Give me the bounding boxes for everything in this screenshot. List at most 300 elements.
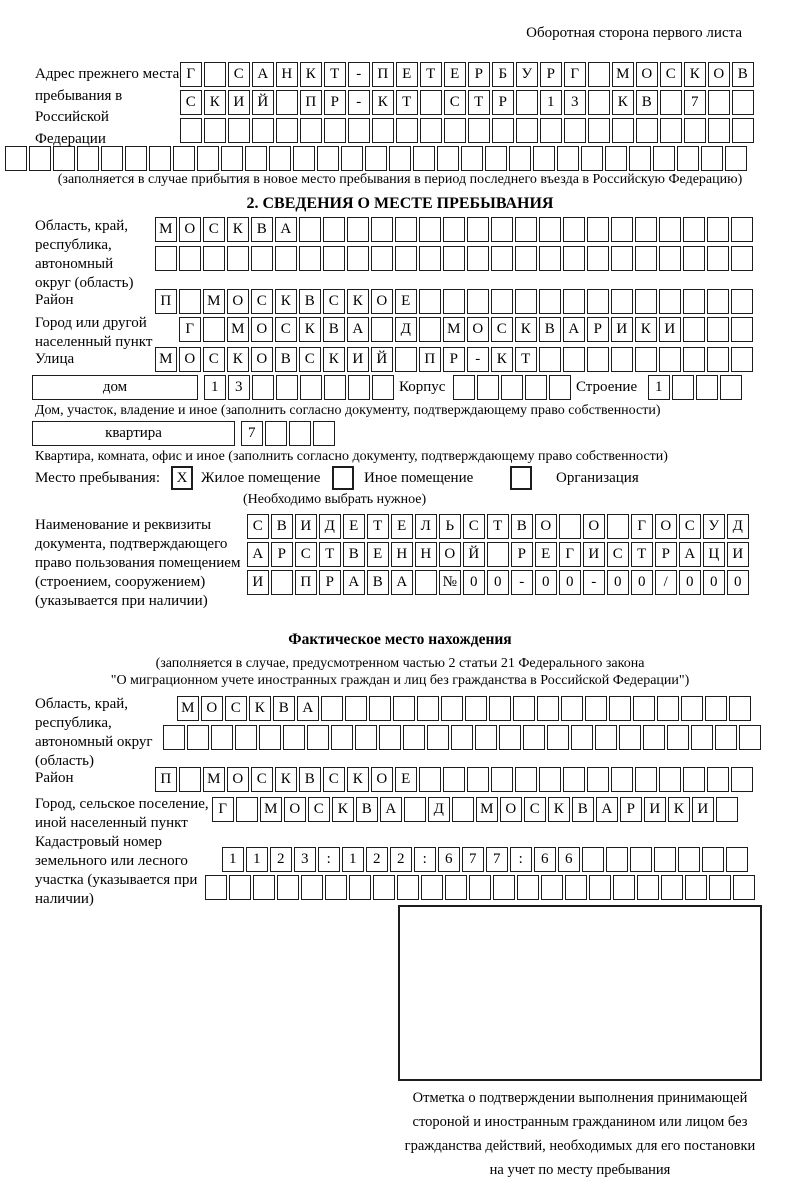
char-cell[interactable]: В: [636, 90, 658, 115]
char-cell[interactable]: Г: [179, 317, 201, 342]
char-cell[interactable]: [253, 875, 275, 900]
char-cell[interactable]: Р: [655, 542, 677, 567]
char-cell[interactable]: [276, 375, 298, 400]
char-cell[interactable]: [299, 246, 321, 271]
char-cell[interactable]: С: [444, 90, 466, 115]
char-cell[interactable]: [635, 289, 657, 314]
char-cell[interactable]: [371, 217, 393, 242]
char-cell[interactable]: П: [295, 570, 317, 595]
char-cell[interactable]: О: [636, 62, 658, 87]
char-cell[interactable]: [565, 875, 587, 900]
char-cell[interactable]: [179, 767, 201, 792]
char-cell[interactable]: [588, 118, 610, 143]
char-cell[interactable]: [437, 146, 459, 171]
char-cell[interactable]: [275, 246, 297, 271]
char-cell[interactable]: [227, 246, 249, 271]
char-cell[interactable]: К: [323, 347, 345, 372]
char-cell[interactable]: [587, 246, 609, 271]
char-cell[interactable]: И: [228, 90, 250, 115]
char-cell[interactable]: [404, 797, 426, 822]
char-cell[interactable]: [204, 62, 226, 87]
char-cell[interactable]: [467, 289, 489, 314]
char-cell[interactable]: Г: [559, 542, 581, 567]
char-cell[interactable]: А: [252, 62, 274, 87]
char-cell[interactable]: [29, 146, 51, 171]
char-cell[interactable]: В: [299, 767, 321, 792]
char-cell[interactable]: Р: [492, 90, 514, 115]
char-cell[interactable]: [271, 570, 293, 595]
char-cell[interactable]: [443, 289, 465, 314]
char-cell[interactable]: [636, 118, 658, 143]
char-cell[interactable]: [701, 146, 723, 171]
char-cell[interactable]: [371, 246, 393, 271]
char-cell[interactable]: [725, 146, 747, 171]
char-cell[interactable]: [419, 217, 441, 242]
char-cell[interactable]: [571, 725, 593, 750]
char-cell[interactable]: 2: [366, 847, 388, 872]
char-cell[interactable]: [559, 514, 581, 539]
char-cell[interactable]: [395, 217, 417, 242]
char-cell[interactable]: :: [414, 847, 436, 872]
char-cell[interactable]: [445, 875, 467, 900]
char-cell[interactable]: [221, 146, 243, 171]
char-cell[interactable]: Т: [515, 347, 537, 372]
char-cell[interactable]: Н: [391, 542, 413, 567]
char-cell[interactable]: [683, 317, 705, 342]
char-cell[interactable]: [277, 875, 299, 900]
char-cell[interactable]: [420, 90, 442, 115]
char-cell[interactable]: В: [356, 797, 378, 822]
char-cell[interactable]: В: [367, 570, 389, 595]
char-cell[interactable]: О: [467, 317, 489, 342]
char-cell[interactable]: [317, 146, 339, 171]
char-cell[interactable]: [726, 847, 748, 872]
char-cell[interactable]: [415, 570, 437, 595]
char-cell[interactable]: [731, 347, 753, 372]
char-cell[interactable]: [491, 289, 513, 314]
char-cell[interactable]: [731, 767, 753, 792]
char-cell[interactable]: Т: [420, 62, 442, 87]
char-cell[interactable]: Й: [463, 542, 485, 567]
char-cell[interactable]: [707, 767, 729, 792]
char-cell[interactable]: [587, 217, 609, 242]
char-cell[interactable]: В: [251, 217, 273, 242]
char-cell[interactable]: [716, 797, 738, 822]
char-cell[interactable]: И: [583, 542, 605, 567]
char-cell[interactable]: К: [347, 767, 369, 792]
char-cell[interactable]: [715, 725, 737, 750]
char-cell[interactable]: Е: [391, 514, 413, 539]
char-cell[interactable]: [720, 375, 742, 400]
char-cell[interactable]: [300, 375, 322, 400]
char-cell[interactable]: [421, 875, 443, 900]
char-cell[interactable]: [101, 146, 123, 171]
char-cell[interactable]: [77, 146, 99, 171]
char-cell[interactable]: [731, 317, 753, 342]
char-cell[interactable]: Р: [324, 90, 346, 115]
char-cell[interactable]: В: [273, 696, 295, 721]
char-cell[interactable]: [347, 246, 369, 271]
char-cell[interactable]: [53, 146, 75, 171]
char-cell[interactable]: С: [225, 696, 247, 721]
char-cell[interactable]: [444, 118, 466, 143]
char-cell[interactable]: [659, 246, 681, 271]
char-cell[interactable]: Д: [395, 317, 417, 342]
char-cell[interactable]: К: [249, 696, 271, 721]
char-cell[interactable]: [443, 767, 465, 792]
char-cell[interactable]: [683, 289, 705, 314]
char-cell[interactable]: [467, 217, 489, 242]
char-cell[interactable]: М: [203, 289, 225, 314]
char-cell[interactable]: Е: [367, 542, 389, 567]
char-cell[interactable]: 6: [534, 847, 556, 872]
char-cell[interactable]: [419, 767, 441, 792]
char-cell[interactable]: [707, 317, 729, 342]
char-cell[interactable]: [523, 725, 545, 750]
char-cell[interactable]: [187, 725, 209, 750]
char-cell[interactable]: [465, 696, 487, 721]
char-cell[interactable]: Е: [535, 542, 557, 567]
char-cell[interactable]: [393, 696, 415, 721]
char-cell[interactable]: [731, 246, 753, 271]
char-cell[interactable]: К: [372, 90, 394, 115]
char-cell[interactable]: [427, 725, 449, 750]
char-cell[interactable]: О: [708, 62, 730, 87]
char-cell[interactable]: С: [228, 62, 250, 87]
char-cell[interactable]: [228, 118, 250, 143]
char-cell[interactable]: Т: [324, 62, 346, 87]
char-cell[interactable]: В: [732, 62, 754, 87]
char-cell[interactable]: [587, 767, 609, 792]
char-cell[interactable]: [659, 217, 681, 242]
char-cell[interactable]: М: [177, 696, 199, 721]
char-cell[interactable]: П: [419, 347, 441, 372]
char-cell[interactable]: С: [660, 62, 682, 87]
char-cell[interactable]: Д: [428, 797, 450, 822]
char-cell[interactable]: 6: [558, 847, 580, 872]
char-cell[interactable]: К: [635, 317, 657, 342]
char-cell[interactable]: Й: [371, 347, 393, 372]
char-cell[interactable]: [611, 347, 633, 372]
char-cell[interactable]: Е: [395, 767, 417, 792]
char-cell[interactable]: [667, 725, 689, 750]
char-cell[interactable]: [525, 375, 547, 400]
char-cell[interactable]: [323, 246, 345, 271]
char-cell[interactable]: К: [275, 767, 297, 792]
char-cell[interactable]: Р: [271, 542, 293, 567]
char-cell[interactable]: С: [299, 347, 321, 372]
char-cell[interactable]: 0: [487, 570, 509, 595]
char-cell[interactable]: №: [439, 570, 461, 595]
char-cell[interactable]: [179, 246, 201, 271]
char-cell[interactable]: [501, 375, 523, 400]
char-cell[interactable]: О: [227, 767, 249, 792]
char-cell[interactable]: [325, 875, 347, 900]
char-cell[interactable]: [708, 118, 730, 143]
char-cell[interactable]: [515, 289, 537, 314]
char-cell[interactable]: 2: [270, 847, 292, 872]
char-cell[interactable]: С: [524, 797, 546, 822]
char-cell[interactable]: [611, 246, 633, 271]
char-cell[interactable]: [205, 875, 227, 900]
char-cell[interactable]: [635, 347, 657, 372]
char-cell[interactable]: [683, 217, 705, 242]
char-cell[interactable]: К: [491, 347, 513, 372]
char-cell[interactable]: П: [155, 289, 177, 314]
char-cell[interactable]: 0: [463, 570, 485, 595]
char-cell[interactable]: А: [247, 542, 269, 567]
char-cell[interactable]: [420, 118, 442, 143]
char-cell[interactable]: К: [227, 217, 249, 242]
char-cell[interactable]: А: [347, 317, 369, 342]
char-cell[interactable]: [516, 118, 538, 143]
char-cell[interactable]: М: [155, 347, 177, 372]
char-cell[interactable]: [561, 696, 583, 721]
char-cell[interactable]: К: [347, 289, 369, 314]
char-cell[interactable]: [413, 146, 435, 171]
char-cell[interactable]: 1: [540, 90, 562, 115]
char-cell[interactable]: [539, 217, 561, 242]
char-cell[interactable]: [371, 317, 393, 342]
char-cell[interactable]: И: [347, 347, 369, 372]
char-cell[interactable]: [595, 725, 617, 750]
char-cell[interactable]: [539, 347, 561, 372]
char-cell[interactable]: 0: [535, 570, 557, 595]
char-cell[interactable]: Г: [564, 62, 586, 87]
char-cell[interactable]: [705, 696, 727, 721]
char-cell[interactable]: О: [284, 797, 306, 822]
char-cell[interactable]: [587, 289, 609, 314]
char-cell[interactable]: А: [596, 797, 618, 822]
char-cell[interactable]: [203, 317, 225, 342]
char-cell[interactable]: О: [583, 514, 605, 539]
char-cell[interactable]: [373, 875, 395, 900]
char-cell[interactable]: О: [179, 347, 201, 372]
char-cell[interactable]: 1: [342, 847, 364, 872]
char-cell[interactable]: [396, 118, 418, 143]
char-cell[interactable]: [283, 725, 305, 750]
char-cell[interactable]: И: [644, 797, 666, 822]
char-cell[interactable]: Е: [444, 62, 466, 87]
char-cell[interactable]: [324, 118, 346, 143]
char-cell[interactable]: О: [655, 514, 677, 539]
char-cell[interactable]: [203, 246, 225, 271]
char-cell[interactable]: К: [227, 347, 249, 372]
char-cell[interactable]: [708, 90, 730, 115]
char-cell[interactable]: О: [227, 289, 249, 314]
char-cell[interactable]: [489, 696, 511, 721]
char-cell[interactable]: И: [692, 797, 714, 822]
char-cell[interactable]: 1: [204, 375, 226, 400]
char-cell[interactable]: [475, 725, 497, 750]
char-cell[interactable]: Р: [620, 797, 642, 822]
char-cell[interactable]: [493, 875, 515, 900]
char-cell[interactable]: У: [516, 62, 538, 87]
char-cell[interactable]: [533, 146, 555, 171]
char-cell[interactable]: [563, 347, 585, 372]
char-cell[interactable]: [563, 767, 585, 792]
char-cell[interactable]: 0: [607, 570, 629, 595]
char-cell[interactable]: Н: [276, 62, 298, 87]
char-cell[interactable]: Т: [631, 542, 653, 567]
checkbox-zhiloe-pomeshchenie[interactable]: X: [171, 466, 193, 490]
char-cell[interactable]: С: [203, 347, 225, 372]
char-cell[interactable]: [613, 875, 635, 900]
char-cell[interactable]: [515, 767, 537, 792]
char-cell[interactable]: [300, 118, 322, 143]
char-cell[interactable]: [491, 217, 513, 242]
char-cell[interactable]: [731, 289, 753, 314]
char-cell[interactable]: [515, 217, 537, 242]
char-cell[interactable]: О: [535, 514, 557, 539]
char-cell[interactable]: Р: [587, 317, 609, 342]
char-cell[interactable]: 0: [559, 570, 581, 595]
char-cell[interactable]: Р: [511, 542, 533, 567]
char-cell[interactable]: [419, 289, 441, 314]
char-cell[interactable]: Д: [727, 514, 749, 539]
char-cell[interactable]: [236, 797, 258, 822]
checkbox-organizatsiya[interactable]: [510, 466, 532, 490]
char-cell[interactable]: О: [179, 217, 201, 242]
char-cell[interactable]: С: [251, 289, 273, 314]
char-cell[interactable]: [252, 375, 274, 400]
char-cell[interactable]: Т: [367, 514, 389, 539]
char-cell[interactable]: [355, 725, 377, 750]
char-cell[interactable]: [419, 317, 441, 342]
char-cell[interactable]: П: [300, 90, 322, 115]
char-cell[interactable]: 0: [631, 570, 653, 595]
char-cell[interactable]: Ь: [439, 514, 461, 539]
char-cell[interactable]: [180, 118, 202, 143]
char-cell[interactable]: Е: [395, 289, 417, 314]
char-cell[interactable]: 7: [462, 847, 484, 872]
char-cell[interactable]: [732, 118, 754, 143]
char-cell[interactable]: [707, 347, 729, 372]
char-cell[interactable]: [125, 146, 147, 171]
char-cell[interactable]: [211, 725, 233, 750]
char-cell[interactable]: [707, 217, 729, 242]
char-cell[interactable]: О: [371, 289, 393, 314]
char-cell[interactable]: К: [668, 797, 690, 822]
char-cell[interactable]: Т: [319, 542, 341, 567]
char-cell[interactable]: [605, 146, 627, 171]
char-cell[interactable]: -: [348, 90, 370, 115]
char-cell[interactable]: [660, 118, 682, 143]
char-cell[interactable]: [204, 118, 226, 143]
char-cell[interactable]: -: [511, 570, 533, 595]
char-cell[interactable]: О: [201, 696, 223, 721]
char-cell[interactable]: [635, 246, 657, 271]
char-cell[interactable]: [229, 875, 251, 900]
char-cell[interactable]: [516, 90, 538, 115]
char-cell[interactable]: [637, 875, 659, 900]
char-cell[interactable]: [467, 767, 489, 792]
char-cell[interactable]: С: [295, 542, 317, 567]
char-cell[interactable]: [252, 118, 274, 143]
checkbox-inoe-pomeshchenie[interactable]: [332, 466, 354, 490]
char-cell[interactable]: 1: [246, 847, 268, 872]
char-cell[interactable]: О: [500, 797, 522, 822]
char-cell[interactable]: [513, 696, 535, 721]
char-cell[interactable]: С: [203, 217, 225, 242]
char-cell[interactable]: [245, 146, 267, 171]
char-cell[interactable]: [372, 118, 394, 143]
char-cell[interactable]: [588, 90, 610, 115]
char-cell[interactable]: [539, 246, 561, 271]
char-cell[interactable]: [348, 118, 370, 143]
char-cell[interactable]: 1: [648, 375, 670, 400]
char-cell[interactable]: [696, 375, 718, 400]
char-cell[interactable]: Т: [468, 90, 490, 115]
char-cell[interactable]: А: [391, 570, 413, 595]
char-cell[interactable]: [265, 421, 287, 446]
char-cell[interactable]: 3: [294, 847, 316, 872]
char-cell[interactable]: [541, 875, 563, 900]
char-cell[interactable]: [452, 797, 474, 822]
char-cell[interactable]: [369, 696, 391, 721]
char-cell[interactable]: М: [612, 62, 634, 87]
char-cell[interactable]: [259, 725, 281, 750]
char-cell[interactable]: [323, 217, 345, 242]
char-cell[interactable]: О: [251, 317, 273, 342]
char-cell[interactable]: 3: [564, 90, 586, 115]
char-cell[interactable]: [589, 875, 611, 900]
char-cell[interactable]: [563, 246, 585, 271]
char-cell[interactable]: [301, 875, 323, 900]
char-cell[interactable]: [643, 725, 665, 750]
char-cell[interactable]: [313, 421, 335, 446]
char-cell[interactable]: [611, 217, 633, 242]
char-cell[interactable]: [491, 767, 513, 792]
char-cell[interactable]: В: [323, 317, 345, 342]
char-cell[interactable]: Д: [319, 514, 341, 539]
char-cell[interactable]: К: [299, 317, 321, 342]
char-cell[interactable]: 0: [727, 570, 749, 595]
char-cell[interactable]: Г: [212, 797, 234, 822]
char-cell[interactable]: [547, 725, 569, 750]
char-cell[interactable]: [672, 375, 694, 400]
char-cell[interactable]: [365, 146, 387, 171]
char-cell[interactable]: С: [463, 514, 485, 539]
char-cell[interactable]: Р: [443, 347, 465, 372]
char-cell[interactable]: [372, 375, 394, 400]
char-cell[interactable]: [276, 118, 298, 143]
char-cell[interactable]: М: [476, 797, 498, 822]
char-cell[interactable]: [707, 246, 729, 271]
char-cell[interactable]: [659, 767, 681, 792]
char-cell[interactable]: [707, 289, 729, 314]
char-cell[interactable]: [733, 875, 755, 900]
char-cell[interactable]: [729, 696, 751, 721]
char-cell[interactable]: [276, 90, 298, 115]
char-cell[interactable]: К: [684, 62, 706, 87]
char-cell[interactable]: [324, 375, 346, 400]
char-cell[interactable]: С: [180, 90, 202, 115]
char-cell[interactable]: 1: [222, 847, 244, 872]
char-cell[interactable]: С: [247, 514, 269, 539]
char-cell[interactable]: Й: [252, 90, 274, 115]
char-cell[interactable]: [341, 146, 363, 171]
char-cell[interactable]: [582, 847, 604, 872]
char-cell[interactable]: Л: [415, 514, 437, 539]
char-cell[interactable]: О: [439, 542, 461, 567]
char-cell[interactable]: [630, 847, 652, 872]
char-cell[interactable]: А: [679, 542, 701, 567]
char-cell[interactable]: 0: [703, 570, 725, 595]
char-cell[interactable]: [611, 767, 633, 792]
char-cell[interactable]: [549, 375, 571, 400]
char-cell[interactable]: [609, 696, 631, 721]
